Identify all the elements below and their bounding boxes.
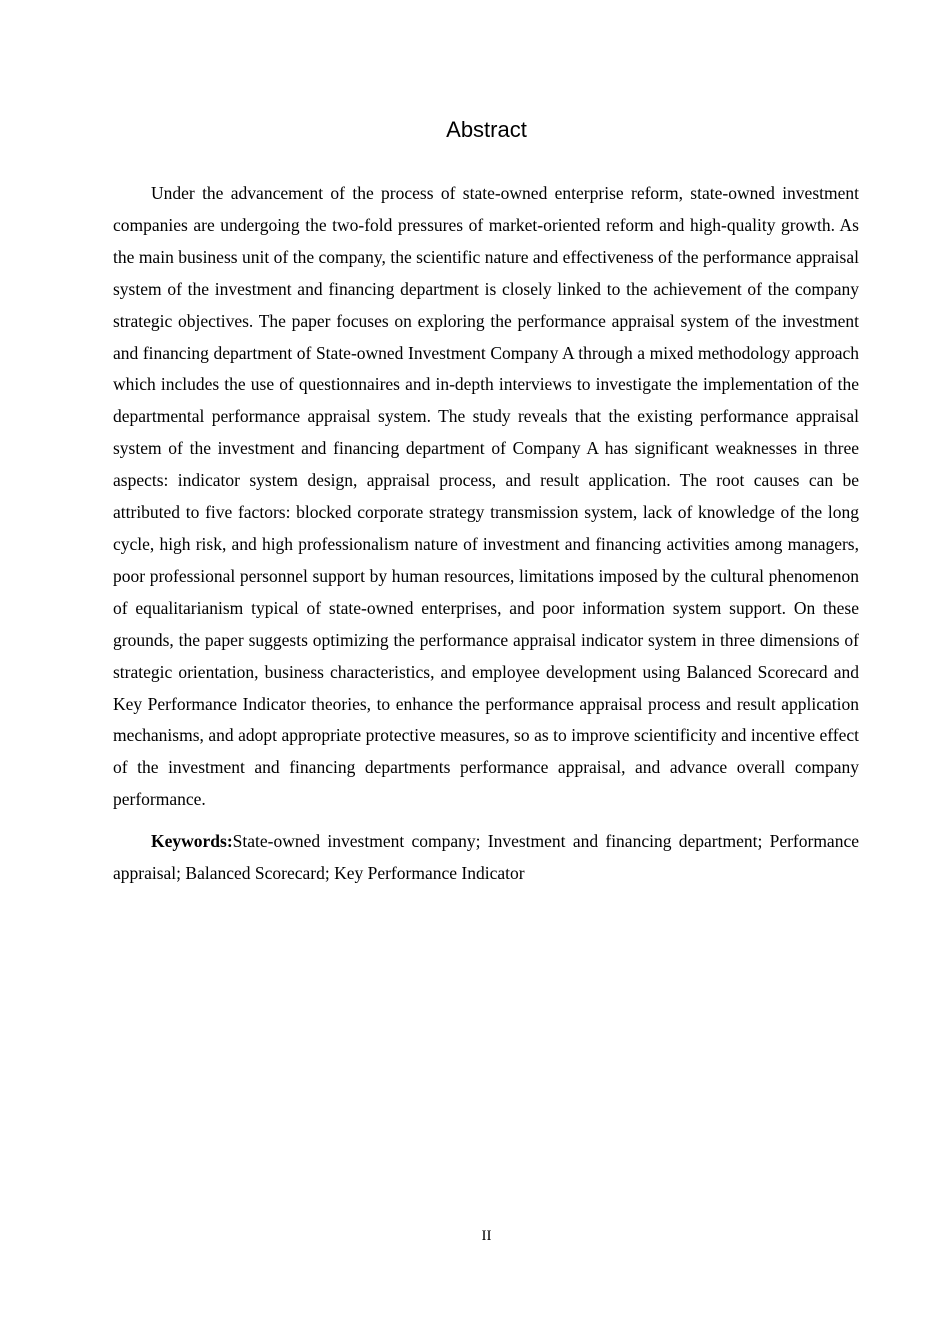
abstract-paragraph: Under the advancement of the process of state-owned enterprise reform, state-owned investment companies are undergoing the two-fold pressures of market-oriented reform and high-quality growth. As the main business unit of the company, the scientific nature and effectiveness of the performance appraisal system of the investment and financing department is closely linked to the achievement of the company strategic objectives. The paper focuses on exploring the performance appraisal system of the investment and financing department of State-owned Investment Company A through a mixed methodology approach which includes the use of questionnaires and in-depth interviews to investigate the implementation of the departmental performance appraisal system. The study reveals that the existing performance appraisal system of the investment and financing department of Company A has significant weaknesses in three aspects: indicator system design, appraisal process, and result application. The root causes can be attributed to five factors: blocked corporate strategy transmission system, lack of knowledge of the long cycle, high risk, and high professionalism nature of investment and financing activities among managers, poor professional personnel support by human resources, limitations imposed by the cultural phenomenon of equalitarianism typical of state-owned enterprises, and poor information system support. On these grounds, the paper suggests optimizing the performance appraisal indicator system in three dimensions of strategic orientation, business characteristics, and employee development using Balanced Scorecard and Key Performance Indicator theories, to enhance the performance appraisal process and result application mechanisms, and adopt appropriate protective measures, so as to improve scientificity and incentive effect of the investment and financing departments performance appraisal, and advance overall company performance. (113, 183, 859, 810)
page-number: II (481, 1228, 492, 1244)
abstract-body (113, 178, 859, 890)
keywords-paragraph (113, 826, 859, 890)
abstract-title: Abstract (446, 117, 527, 142)
keywords-text: State-owned investment company; Investment and financing department; Performance appraisal; Balanced Scorecard; Key Performance Indicator (113, 831, 859, 884)
keywords-label: Keywords: (151, 831, 233, 852)
